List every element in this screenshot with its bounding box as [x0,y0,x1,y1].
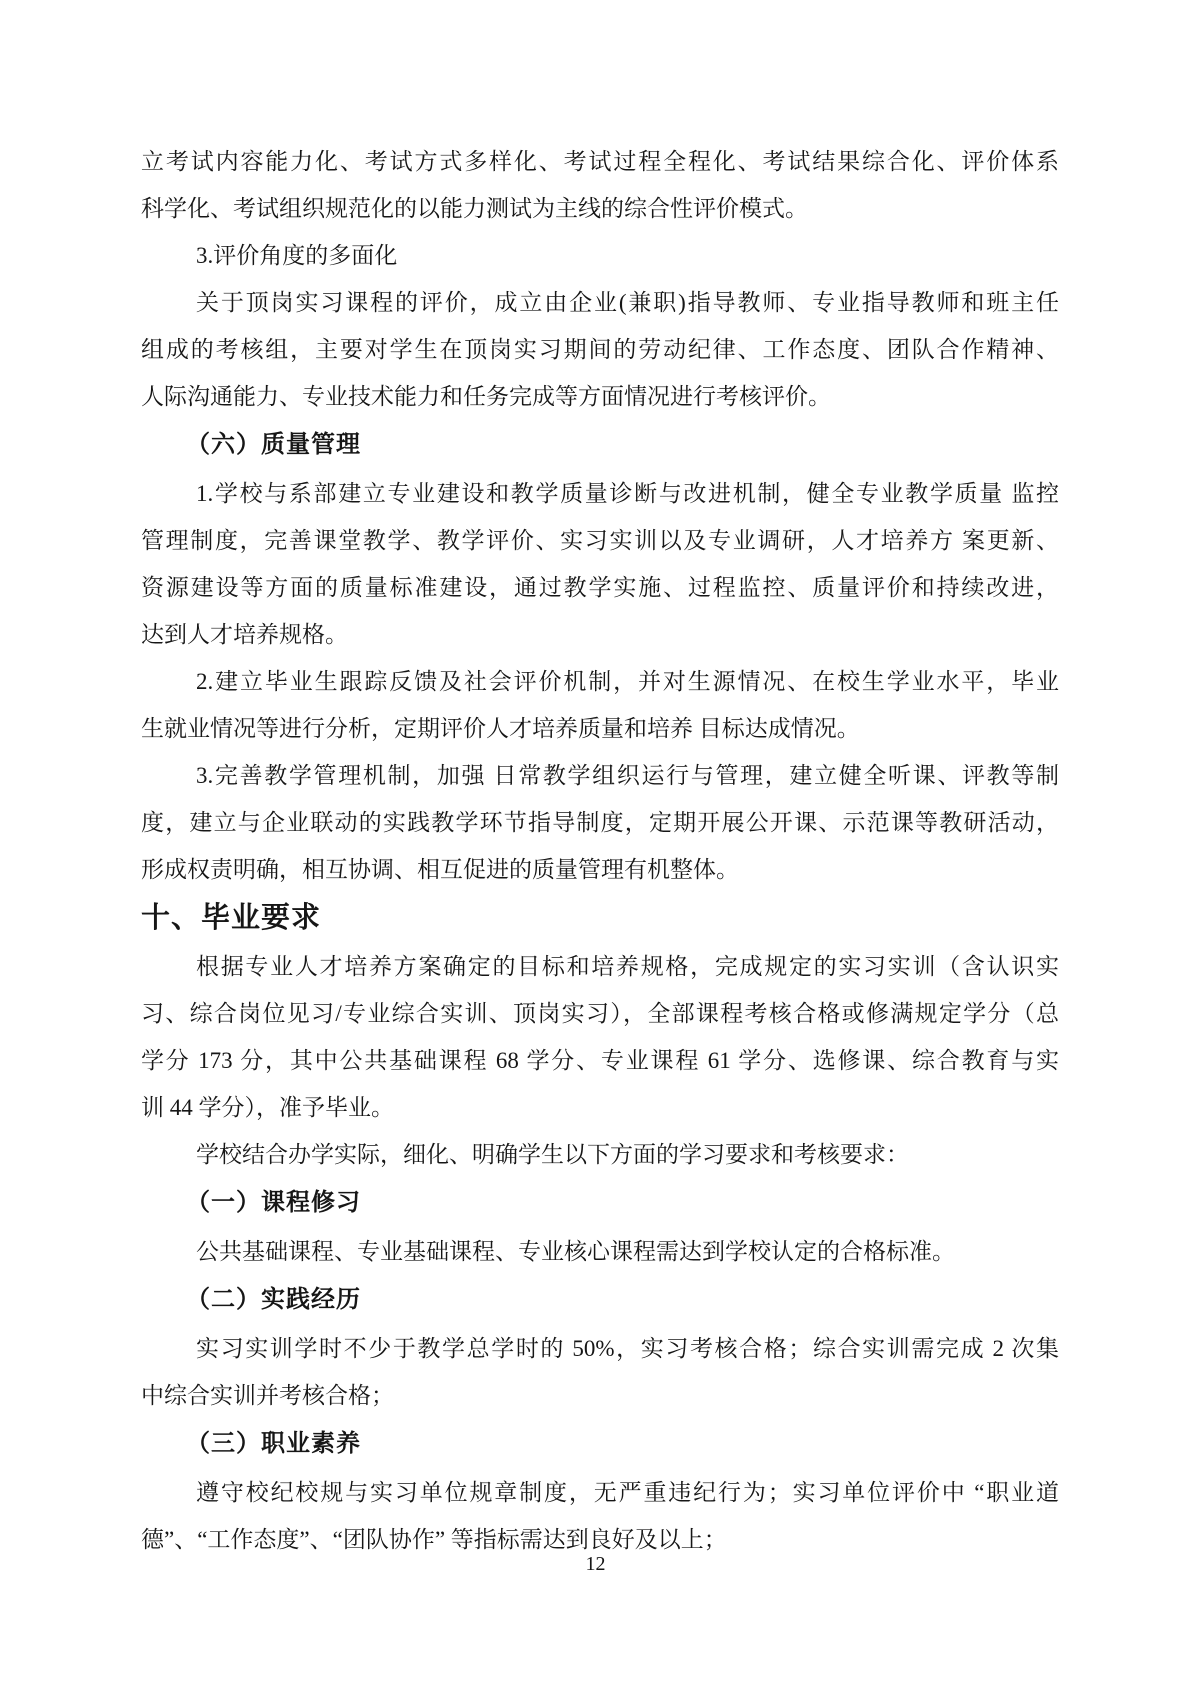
page-content [141,138,1059,1563]
text-line: 3.评价角度的多面化 [196,243,398,268]
sub-heading: （六）质量管理 [186,432,361,458]
text-line: 公共基础课程、专业基础课程、专业核心课程需达到学校认定的合格标准。 [196,1239,955,1264]
sub-heading: （一）课程修习 [186,1190,361,1216]
text-line: 1.学校与系部建立专业建设和教学质量诊断与改进机制，健全专业教学质量 监控 [196,481,1059,506]
sub-heading: （二）实践经历 [186,1287,361,1313]
text-line: 立考试内容能力化、考试方式多样化、考试过程全程化、考试结果综合化、评价体系 [141,149,1059,174]
text-line: 达到人才培养规格。 [141,622,348,647]
text-line: 组成的考核组，主要对学生在顶岗实习期间的劳动纪律、工作态度、团队合作精神、 [141,337,1059,362]
text-line: 训 44 学分），准予毕业。 [141,1095,394,1120]
text-line: 遵守校纪校规与实习单位规章制度，无严重违纪行为；实习单位评价中 “职业道 [196,1480,1059,1505]
text-line: 管理制度，完善课堂教学、教学评价、实习实训以及专业调研，人才培养方 案更新、 [141,528,1059,553]
page-number: 12 [585,1553,606,1575]
text-line: 生就业情况等进行分析，定期评价人才培养质量和培养 目标达成情况。 [141,716,860,741]
text-line: 3.完善教学管理机制，加强 日常教学组织运行与管理，建立健全听课、评教等制 [196,763,1059,788]
text-line: 2.建立毕业生跟踪反馈及社会评价机制，并对生源情况、在校生学业水平，毕业 [196,669,1059,694]
text-line: 科学化、考试组织规范化的以能力测试为主线的综合性评价模式。 [141,196,808,221]
text-line: 根据专业人才培养方案确定的目标和培养规格，完成规定的实习实训（含认识实 [196,954,1059,979]
text-line: 关于顶岗实习课程的评价，成立由企业(兼职)指导教师、专业指导教师和班主任 [196,290,1059,315]
text-line: 资源建设等方面的质量标准建设，通过教学实施、过程监控、质量评价和持续改进， [141,575,1059,600]
text-line: 习、综合岗位见习/专业综合实训、顶岗实习），全部课程考核合格或修满规定学分（总 [141,1001,1059,1026]
text-line: 度，建立与企业联动的实践教学环节指导制度，定期开展公开课、示范课等教研活动， [141,810,1059,835]
text-line: 学分 173 分，其中公共基础课程 68 学分、专业课程 61 学分、选修课、综合教育与实 [141,1048,1059,1073]
sub-heading: （三）职业素养 [186,1431,361,1457]
text-line: 德”、“工作态度”、“团队协作” 等指标需达到良好及以上； [141,1527,727,1552]
text-line: 人际沟通能力、专业技术能力和任务完成等方面情况进行考核评价。 [141,384,831,409]
section-heading: 十、毕业要求 [141,902,322,934]
text-line: 形成权责明确，相互协调、相互促进的质量管理有机整体。 [141,857,739,882]
text-line: 学校结合办学实际，细化、明确学生以下方面的学习要求和考核要求： [196,1142,909,1167]
text-line: 实习实训学时不少于教学总学时的 50%，实习考核合格；综合实训需完成 2 次集 [196,1336,1059,1361]
text-line: 中综合实训并考核合格； [141,1383,394,1408]
